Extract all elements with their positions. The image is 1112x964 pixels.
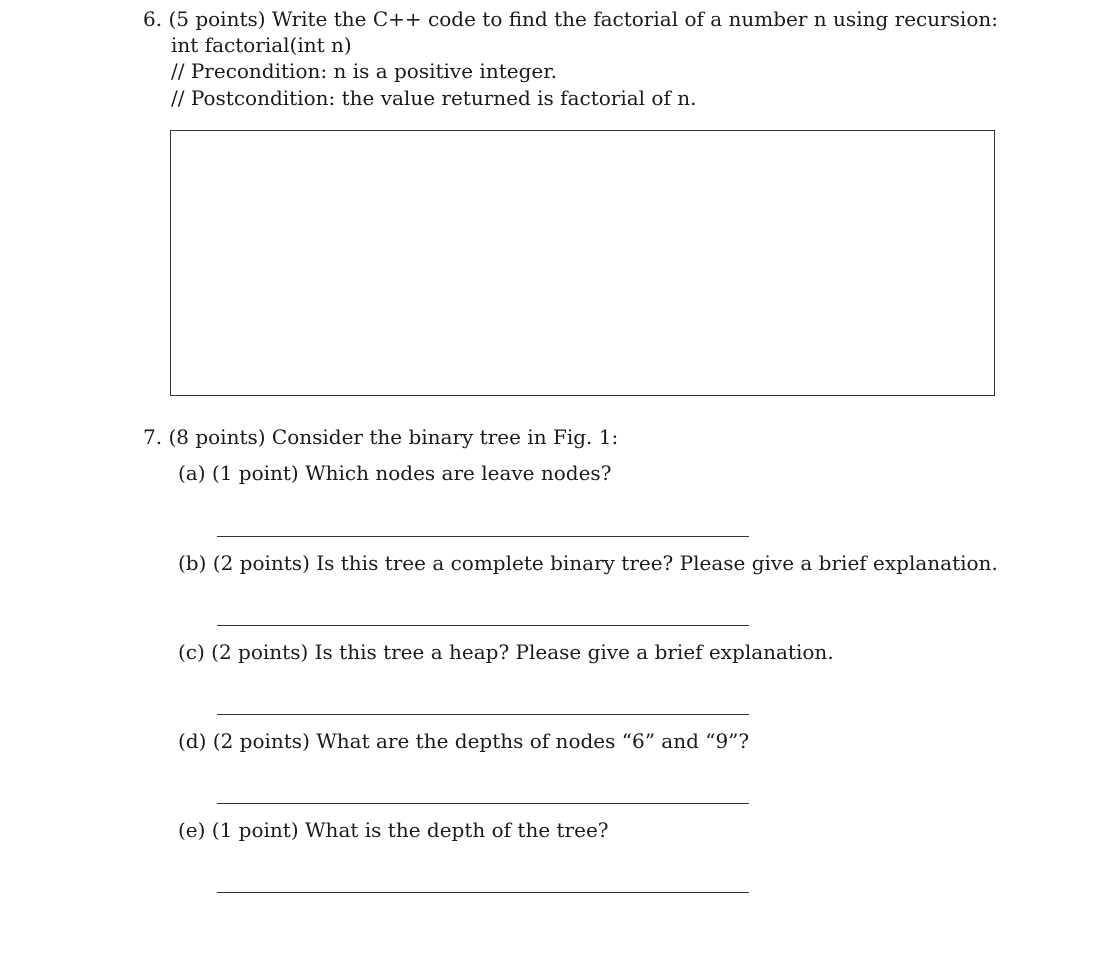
answer-line-d[interactable]: [217, 803, 749, 804]
answer-line-c[interactable]: [217, 714, 749, 715]
question-7d: (d) (2 points) What are the depths of nodes “6” and “9”?: [178, 729, 750, 753]
question-7e: (e) (1 point) What is the depth of the tree?: [178, 818, 609, 842]
precondition-comment: // Precondition: n is a positive integer.: [171, 59, 557, 83]
code-answer-box[interactable]: [170, 130, 995, 396]
question-7-heading: 7. (8 points) Consider the binary tree in Fig. 1:: [143, 425, 619, 449]
answer-line-b[interactable]: [217, 625, 749, 626]
question-7a: (a) (1 point) Which nodes are leave nodes?: [178, 461, 612, 485]
answer-line-a[interactable]: [217, 536, 749, 537]
question-7b: (b) (2 points) Is this tree a complete binary tree? Please give a brief explanation.: [178, 551, 998, 575]
question-6-heading: 6. (5 points) Write the C++ code to find the factorial of a number n using recursion:: [143, 7, 998, 31]
question-7c: (c) (2 points) Is this tree a heap? Please give a brief explanation.: [178, 640, 834, 664]
answer-line-e[interactable]: [217, 892, 749, 893]
postcondition-comment: // Postcondition: the value returned is factorial of n.: [171, 86, 697, 110]
function-signature: int factorial(int n): [171, 33, 352, 57]
